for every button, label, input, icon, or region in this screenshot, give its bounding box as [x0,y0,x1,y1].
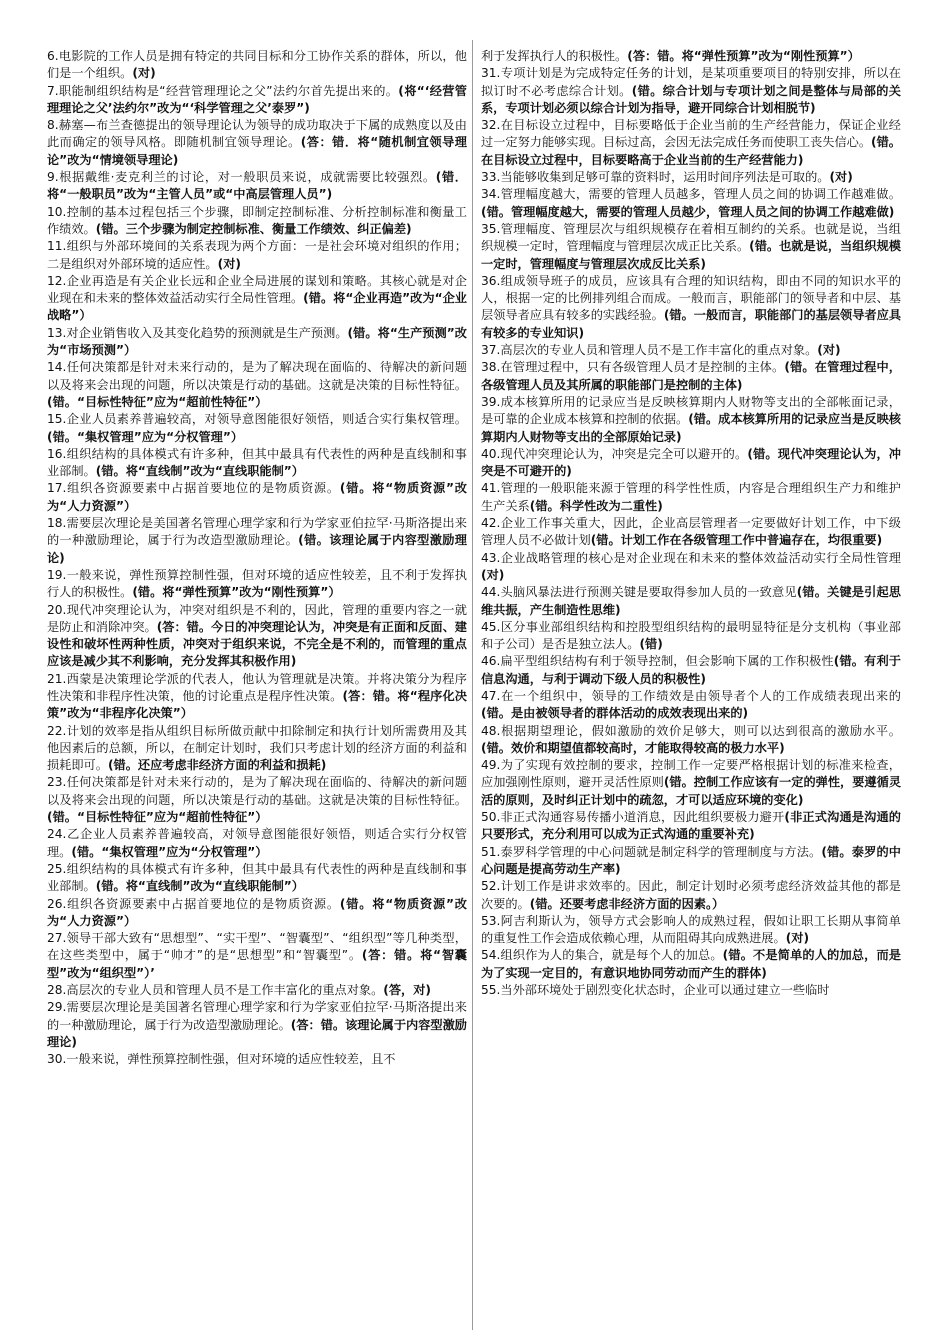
question-item [481,186,901,221]
right-column [481,48,901,999]
question-item [47,774,467,826]
question-text: 55.当外部环境处于剧烈变化状态时，企业可以通过建立一些临时 [481,983,830,998]
question-item [47,602,467,671]
question-item [481,480,901,515]
answer-text: (错。在管理过程中，各级管理人员及其所属的职能部门是控制的主体) [481,360,901,392]
question-text: 50.非正式沟通容易传播小道消息，因此组织要极力避开 [481,810,785,825]
answer-text: (错。将“生产预测”改为“市场预测”） [47,325,467,358]
answer-text: (答，对) [383,983,431,998]
answer-text: (错。管理幅度越大，需要的管理人员越少，管理人员之间的协调工作越难做) [481,204,895,219]
question-text: 8.赫塞—布兰查德提出的领导理论认为领导的成功取决于下属的成熟度以及由此而确定的领导风格。即随机制宜领导理论。 [47,118,467,150]
answer-text: (错。“目标性特征”应为“超前性特征”） [47,394,268,409]
question-text: 29.需要层次理论是美国著名管理心理学家和行为学家亚伯拉罕·马斯洛提出来的一种激励理论，属于行为改造型激励理论。 [47,1000,467,1032]
answer-text: (答：错。今日的冲突理论认为，冲突是有正面和反面、建设性和破坏性两种性质，冲突对于组织来说，不完全是不利的，而管理的重点应该是减少其不利影响，充分发挥其积极作用) [47,619,467,669]
answer-text: (错。“集权管理”应为“分权管理”） [71,844,268,859]
question-item [47,359,467,411]
question-item [47,169,467,204]
question-text: 53.阿吉利斯认为，领导方式会影响人的成熟过程，假如让职工长期从事简单的重复性工作会造成依赖心理，从而阻碍其向成熟进展。 [481,913,901,946]
question-text: 7.职能制组织结构是“经营管理理论之父”法约尔首先提出来的。 [47,83,399,98]
answer-text: (错。将“直线制”改为“直线职能制”） [95,879,304,894]
question-text: 10.控制的基本过程包括三个步骤，即制定控制标准、分析控制标准和衡量工作绩效。 [47,204,467,236]
question-item [481,653,901,688]
question-text: 11.组织与外部环境间的关系表现为两个方面：一是社会环境对组织的作用；二是组织对外部环境的适应性。 [47,239,467,271]
answer-text: (错。控制工作应该有一定的弹性，要遵循灵活的原则，及时纠正计划中的疏忽，才可以适应环境的变化) [481,775,902,807]
question-item [47,325,467,360]
question-item [481,446,901,481]
question-item [47,48,467,83]
question-item [47,238,467,273]
question-text: 45.区分事业部组织结构和控股型组织结构的最明显特征是分支机构（事业部和子公司）是否是独立法人。 [481,619,901,652]
answer-text: (错。将“弹性预算”改为“刚性预算”） [132,585,341,600]
question-text: 14.任何决策都是针对未来行动的，是为了解决现在面临的、待解决的新问题以及将来会出现的问题，所以决策是行动的基础。这就是决策的目标性特征。 [47,360,467,392]
left-column [47,48,467,1069]
question-text: 15.企业人员素养普遍较高，对领导意图能很好领悟，则适合实行集权管理。 [47,412,467,427]
question-item [481,809,901,844]
answer-text: (错。一般而言，职能部门的基层领导者应具有较多的专业知识) [481,308,902,340]
answer-text: (错。综合计划与专项计划之间是整体与局部的关系，专项计划必须以综合计划为指导，避开同综合计划相脱节) [481,83,901,115]
question-text: 46.扁平型组织结构有利于领导控制，但会影响下属的工作积极性 [481,654,834,669]
question-item [481,757,901,809]
question-item [47,1051,467,1068]
answer-text: (错．将“一般职员”改为“主管人员”或“中高层管理人员”) [47,170,467,202]
answer-text: (错。关键是引起思维共振，产生制造性思维) [481,585,901,617]
question-item [47,999,467,1051]
question-text: 23.任何决策都是针对未来行动的，是为了解决现在面临的、待解决的新问题以及将来会出现的问题，所以决策是行动的基础。这就是决策的目标性特征。 [47,775,467,807]
question-text: 12.企业再造是有关企业长远和企业全局进展的谋划和策略。其核心就是对企业现在和未来的整体效益活动实行全局性管理。 [47,273,467,306]
answer-text: (答：错．将“随机制宜领导理论”改为“情境领导理论) [47,135,467,167]
question-item [481,65,901,117]
answer-text: (答：错。将“弹性预算”改为“刚性预算”） [627,49,860,63]
answer-text: (错) [639,637,663,652]
answer-text: (错。还要考虑非经济方面的因素。） [529,896,725,911]
question-text: 26.组织各资源要素中占据首要地位的是物质资源。 [47,896,340,911]
question-text: 39.成本核算所用的记录应当是反映核算期内人财物等支出的全部帐面记录，是可靠的企业成本核算和控制的依据。 [481,394,901,427]
question-text: 43.企业战略管理的核心是对企业现在和未来的整体效益活动实行全局性管理 [481,550,901,565]
question-text: 40.现代冲突理论认为，冲突是完全可以避开的。 [481,446,748,461]
question-text: 47.在一个组织中，领导的工作绩效是由领导者个人的工作成绩表现出来的 [481,688,901,703]
question-item [47,567,467,602]
answer-text: (错。“集权管理”应为“分权管理”） [47,429,244,444]
question-text: 36.组成领导班子的成员，应该具有合理的知识结构，即由不同的知识水平的人，根据一定的比例排列组合而成。一般而言，职能部门的领导者和中层、基层领导者应具有较多的实践经验。 [481,273,901,323]
question-item [47,826,467,861]
question-text: 32.在目标设立过程中，目标要略低于企业当前的生产经营能力，保证企业经过一定努力能够实现。目标过高，会因无法完成任务而使职工丧失信心。 [481,118,901,150]
question-item [481,723,901,758]
question-item [47,861,467,896]
answer-text: (错。也就是说，当组织规模一定时，管理幅度与管理层次成反比关系) [481,239,901,271]
question-text: 38.在管理过程中，只有各级管理人员才是控制的主体。 [481,360,785,375]
question-item [47,117,467,169]
question-text: 30.一般来说，弹性预算控制性强，但对环境的适应性较差，且不 [47,1052,396,1067]
answer-text: (错。将“物质资源”改为“人力资源”） [47,481,467,513]
question-item [47,930,467,982]
question-item [481,169,901,186]
answer-text: (对) [829,170,853,185]
answer-text: (答：错。该理论属于内容型激励理论) [47,1017,467,1049]
answer-text: (错。泰罗的中心问题是提高劳动生产率) [481,844,901,876]
question-text: 44.头脑风暴法进行预测关键是要取得参加人员的一致意见 [481,585,797,600]
question-text: 54.组织作为人的集合，就是每个人的加总。 [481,948,723,963]
question-item [47,982,467,999]
answer-text: (错。该理论属于内容型激励理论) [47,533,467,565]
question-item [481,515,901,550]
question-item [481,913,901,948]
question-item [481,221,901,273]
answer-text: (答：错。将“程序化决策”改为“非程序化决策”） [47,688,467,721]
question-item [481,619,901,654]
question-item [481,117,901,169]
question-text: 6.电影院的工作人员是拥有特定的共同目标和分工协作关系的群体，所以，他们是一个组织。 [47,49,467,81]
answer-text: (错。效价和期望值都较高时，才能取得较高的极力水平) [481,740,785,755]
answer-text: (错。将“直线制”改为“直线职能制”） [95,464,304,479]
question-text: 28.高层次的专业人员和管理人员不是工作丰富化的重点对象。 [47,983,384,998]
answer-text: (错。“目标性特征”应为“超前性特征”） [47,810,268,825]
answer-text: (错。计划工作在各级管理工作中普遍存在，均很重要) [590,533,883,548]
question-item [47,515,467,567]
answer-text: (错。将“企业再造”改为“企业战略”） [47,291,467,323]
question-item [481,394,901,446]
answer-text: (对) [481,567,505,582]
question-item [47,723,467,775]
question-text: 18.需要层次理论是美国著名管理心理学家和行为学家亚伯拉罕·马斯洛提出来的一种激励理论，属于行为改造型激励理论。 [47,516,467,548]
question-text: 20.现代冲突理论认为，冲突对组织是不利的，因此，管理的重要内容之一就是防止和消除冲突。 [47,602,467,634]
question-text: 52.计划工作是讲求效率的。因此，制定计划时必须考虑经济效益其他的都是次要的。 [481,879,901,911]
question-item [47,446,467,481]
question-text: 42.企业工作事关重大，因此，企业高层管理者一定要做好计划工作，中下级管理人员不必做计划 [481,516,901,548]
answer-text: (错。在目标设立过程中，目标要略高于企业当前的生产经营能力) [481,135,901,167]
question-text: 21.西蒙是决策理论学派的代表人，他认为管理就是决策。并将决策分为程序性决策和非程序性决策，他的讨论重点是程序性决策。 [47,671,467,703]
question-item [481,273,901,342]
answer-text: (错。将“物质资源”改为“人力资源”） [47,896,467,928]
question-text: 16.组织结构的具体模式有许多种，但其中最具有代表性的两种是直线制和事业部制。 [47,446,467,479]
answer-text: (对) [132,66,156,81]
question-text: 33.当能够收集到足够可靠的资料时，运用时间序列法是可取的。 [481,170,830,185]
question-item [481,878,901,913]
answer-text: (错。科学性改为二重性) [529,498,663,513]
question-text: 13.对企业销售收入及其变化趋势的预测就是生产预测。 [47,325,348,340]
question-item [481,844,901,879]
question-item [47,411,467,446]
answer-text: (非正式沟通是沟通的只要形式，充分利用可以成为正式沟通的重要补充) [481,810,901,842]
answer-text: (将“‘经营管理理论之父’法约尔”改为“‘科学管理之父’泰罗”) [47,83,467,115]
question-text: 51.泰罗科学管理的中心问题就是制定科学的管理制度与方法。 [481,844,822,859]
question-text: 35.管理幅度、管理层次与组织规模存在着相互制约的关系。也就是说，当组织规模一定时，管理幅度与管理层次成正比关系。 [481,221,901,254]
question-item [47,83,467,118]
question-item [47,671,467,723]
question-text: 27.领导干部大致有“思想型”、“实干型”、“智囊型”、“组织型”等几种类型，在这些类型中，属于“帅才”的是“思想型”和“智囊型”。 [47,931,467,963]
question-text: 利于发挥执行人的积极性。 [481,49,628,63]
question-text: 19.一般来说，弹性预算控制性强，但对环境的适应性较差，且不利于发挥执行人的积极性。 [47,567,467,600]
answer-text: (错。不是简单的人的加总，而是为了实现一定目的，有意识地协同劳动而产生的群体) [481,948,901,980]
question-item [481,688,901,723]
question-text: 48.根据期望理论，假如激励的效价足够大，则可以达到很高的激励水平。 [481,723,901,738]
question-item [47,896,467,931]
question-item [47,480,467,515]
question-text: 24.乙企业人员素养普遍较高，对领导意图能很好领悟，则适合实行分权管理。 [47,827,467,859]
answer-text: (错。有利于信息沟通，与利于调动下级人员的积极性) [481,654,901,686]
answer-text: (对) [817,343,841,358]
question-item [47,204,467,239]
answer-text: (对) [785,931,810,946]
question-item [47,273,467,325]
question-item [481,947,901,982]
answer-text: (错。还应考虑非经济方面的利益和损耗) [107,758,327,773]
question-item [481,359,901,394]
question-text: 41.管理的一般职能来源于管理的科学性性质，内容是合理组织生产力和维护生产关系 [481,481,901,513]
answer-text: (错。现代冲突理论认为，冲突是不可避开的) [481,446,901,479]
question-item [481,584,901,619]
question-text: 25.组织结构的具体模式有许多种，但其中最具有代表性的两种是直线制和事业部制。 [47,861,467,894]
question-item [481,550,901,585]
question-item [481,982,901,999]
question-item [481,342,901,359]
column-divider [472,40,473,1330]
answer-text: (错。三个步骤为制定控制标准、衡量工作绩效、纠正偏差) [95,221,412,236]
question-text: 22.计划的效率是指从组织目标所做贡献中扣除制定和执行计划所需费用及其他因素后的总额，所以，在制定计划时，我们只考虑计划的经济方面的利益和损耗即可。 [47,723,467,773]
answer-text: (对) [217,256,241,271]
question-text: 37.高层次的专业人员和管理人员不是工作丰富化的重点对象。 [481,343,818,358]
answer-text: (错。是由被领导者的群体活动的成效表现出来的) [481,706,749,721]
question-item [481,48,901,65]
question-text: 17.组织各资源要素中占据首要地位的是物质资源。 [47,481,340,496]
question-text: 34.管理幅度越大，需要的管理人员越多，管理人员之间的协调工作越难做。 [481,187,901,202]
question-text: 31.专项计划是为完成特定任务的计划，是某项重要项目的特别安排，所以在拟订时不必考虑综合计划。 [481,66,901,98]
question-text: 9.根据戴维·麦克利兰的讨论，对一般职员来说，成就需要比较强烈。 [47,170,436,185]
answer-text: (错。成本核算所用的记录应当是反映核算期内人财物等支出的全部原始记录) [481,412,901,444]
answer-text: (答：错。将“智囊型”改为“组织型”）’ [47,948,467,980]
question-text: 49.为了实现有效控制的要求，控制工作一定要严格根据计划的标准来检查，应加强刚性原则，避开灵活性原则 [481,758,901,790]
